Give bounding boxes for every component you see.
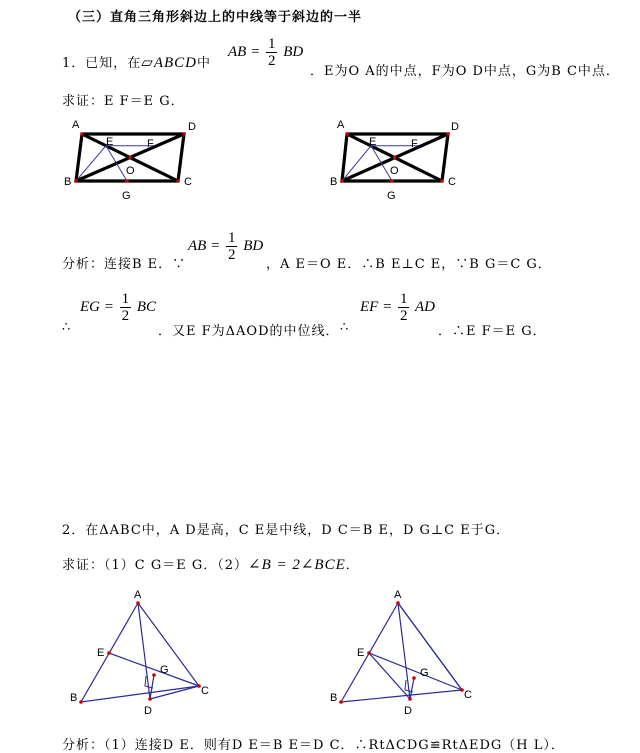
- analysis-1-line-1a: 分析：连接B E．∵: [62, 257, 187, 272]
- label-a: A: [72, 119, 80, 131]
- fraction-eg: [120, 291, 132, 324]
- numerator-2: 1: [227, 230, 236, 246]
- label-c-2: C: [448, 176, 456, 188]
- section-title: （三）直角三角形斜边上的中线等于斜边的一半: [68, 10, 363, 25]
- analysis-1-line-1b: ，A E＝O E．∴B E⊥C E，∵B G＝C G．: [266, 257, 552, 272]
- figure-2-left: [70, 590, 209, 717]
- label-a: A: [134, 590, 142, 601]
- label-d-2: D: [404, 705, 412, 717]
- ef-rhs: AD: [414, 298, 435, 315]
- formula-eg-half-bc: [80, 291, 156, 324]
- fraction-2: [226, 230, 238, 263]
- label-e-2: E: [357, 647, 365, 659]
- analysis-2: 分析：（1）连接D E．则有D E＝B E＝D C．∴RtΔCDG≌RtΔEDG（H L）．: [62, 738, 565, 753]
- problem-2-prove: [62, 554, 360, 574]
- fraction-ef: [398, 291, 410, 324]
- problem-1-mid: 中: [196, 56, 211, 71]
- eg-rhs: BC: [136, 298, 157, 315]
- label-b-2: B: [330, 692, 338, 704]
- label-e: E: [106, 136, 114, 148]
- analysis-1-line-2a: ．又E F为ΔAOD的中位线．: [158, 324, 340, 339]
- formula-angle-b: ∠B = 2∠BCE: [248, 557, 346, 573]
- label-c: C: [184, 176, 192, 188]
- label-e: E: [97, 647, 105, 659]
- figure-1-right: [330, 119, 459, 202]
- label-c: C: [201, 685, 209, 697]
- ef-lhs: EF =: [360, 298, 393, 315]
- denominator: 2: [267, 53, 276, 69]
- denominator-ef: 2: [399, 308, 408, 324]
- problem-1-number: 1．已知，在: [62, 56, 142, 71]
- prove-end: ．: [345, 558, 360, 573]
- formula-ef-half-ad: [360, 291, 435, 324]
- label-o-2: O: [390, 165, 399, 177]
- label-b: B: [70, 692, 78, 704]
- label-a-2: A: [394, 590, 402, 601]
- eg-lhs: EG =: [80, 298, 114, 315]
- figure-1: [0, 110, 640, 210]
- label-o: O: [126, 165, 135, 177]
- parallelogram-abcd: ▱ABCD: [141, 55, 197, 71]
- label-d-2: D: [451, 121, 459, 133]
- denominator-eg: 2: [121, 308, 130, 324]
- therefore-1: ∴: [62, 320, 72, 335]
- label-g: G: [160, 664, 169, 676]
- problem-1-prove: 求证：E F＝E G．: [62, 94, 185, 109]
- figure-1-left: [64, 119, 196, 202]
- numerator-eg: 1: [121, 291, 130, 307]
- label-e-2: E: [369, 136, 377, 148]
- formula-ab-half-bd-2: [188, 230, 263, 263]
- figure-2: [0, 590, 640, 720]
- label-b: B: [64, 176, 72, 188]
- denominator-2: 2: [227, 247, 236, 263]
- label-g: G: [122, 190, 131, 202]
- analysis-1-line-2b: ．∴E F＝E G．: [438, 324, 547, 339]
- figure-2-right: [330, 590, 472, 717]
- fraction: [266, 36, 278, 69]
- formula-lhs: AB =: [228, 43, 261, 60]
- label-b-2: B: [330, 176, 338, 188]
- label-a-2: A: [337, 119, 345, 131]
- label-c-2: C: [464, 689, 472, 701]
- label-f: F: [147, 138, 154, 150]
- problem-1-conditions: ．E为O A的中点，F为O D中点，G为B C中点．: [310, 64, 620, 79]
- label-g-2: G: [420, 667, 429, 679]
- label-g-2: G: [387, 190, 396, 202]
- label-d: D: [188, 121, 196, 133]
- therefore-2: ∴: [340, 320, 350, 335]
- formula-rhs-2: BD: [243, 237, 264, 254]
- formula-ab-half-bd: [228, 36, 303, 69]
- label-d: D: [144, 705, 152, 717]
- formula-rhs: BD: [283, 43, 304, 60]
- problem-1-statement: [62, 52, 211, 72]
- problem-2-statement: 2．在ΔABC中，A D是高，C E是中线，D C＝B E，D G⊥C E于G．: [62, 523, 511, 538]
- label-f-2: F: [411, 138, 418, 150]
- formula-lhs-2: AB =: [188, 237, 221, 254]
- prove-text: 求证：（1）C G＝E G．（2）: [62, 558, 249, 573]
- numerator-ef: 1: [399, 291, 408, 307]
- numerator: 1: [267, 36, 276, 52]
